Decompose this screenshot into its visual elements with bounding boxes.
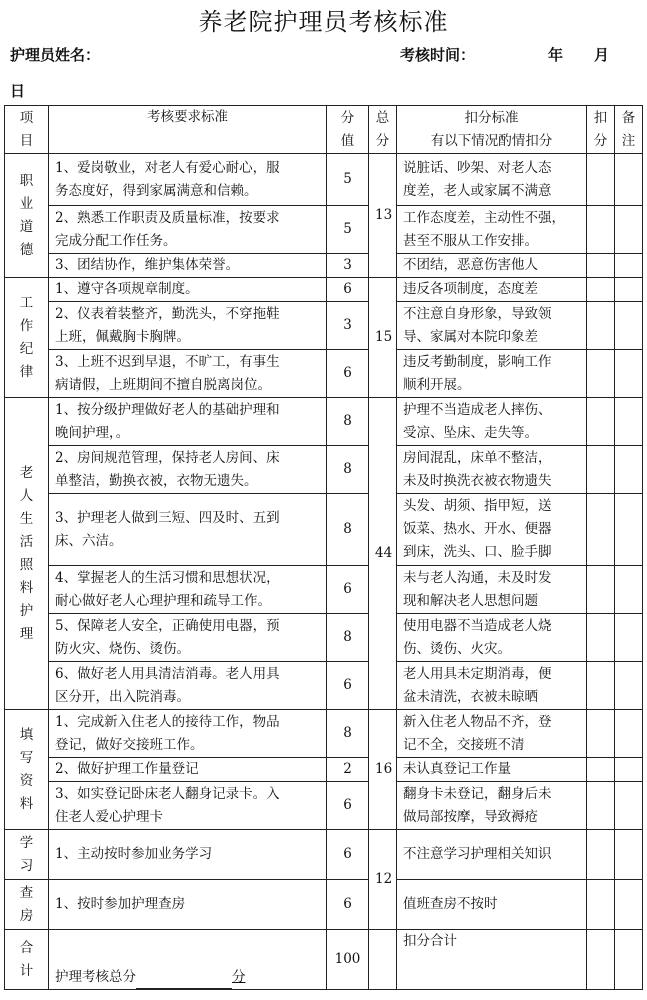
requirement-cell: 3、如实登记卧床老人翻身记录卡。入 住老人爱心护理卡	[49, 782, 327, 830]
table-row	[5, 278, 643, 302]
deduct-cell[interactable]	[587, 278, 615, 302]
requirement-cell: 3、护理老人做到三短、四及时、五到 床、六洁。	[49, 494, 327, 566]
deduction-cell: 不团结，恶意伤害他人	[397, 254, 587, 278]
remark-cell[interactable]	[615, 350, 643, 398]
score-cell: 6	[327, 566, 369, 614]
remark-cell[interactable]	[615, 880, 643, 930]
total-row	[5, 930, 643, 990]
deduct-cell[interactable]	[587, 154, 615, 206]
table-row	[5, 446, 643, 494]
total-name: 合 计	[5, 930, 49, 990]
deduction-cell: 违反考勤制度，影响工作 顺利开展。	[397, 350, 587, 398]
section-name: 职 业 道 德	[5, 154, 49, 278]
score-cell: 3	[327, 254, 369, 278]
deduct-cell[interactable]	[587, 350, 615, 398]
total-score-blank[interactable]	[136, 972, 232, 989]
remark-cell[interactable]	[615, 494, 643, 566]
total-score-unit: 分	[232, 969, 246, 985]
remark-cell[interactable]	[615, 278, 643, 302]
score-cell: 2	[327, 758, 369, 782]
remark-cell[interactable]	[615, 446, 643, 494]
deduct-cell[interactable]	[587, 614, 615, 662]
deduct-cell[interactable]	[587, 930, 615, 990]
section-name: 学 习	[5, 830, 49, 880]
requirement-cell: 2、熟悉工作职责及质量标准，按要求 完成分配工作任务。	[49, 206, 327, 254]
total-score-value: 100	[327, 930, 369, 990]
deduct-cell[interactable]	[587, 206, 615, 254]
deduction-cell: 说脏话、吵架、对老人态 度差，老人或家属不满意	[397, 154, 587, 206]
total-score-label	[49, 930, 327, 990]
remark-cell[interactable]	[615, 710, 643, 758]
table-row	[5, 614, 643, 662]
deduction-cell: 未与老人沟通，未及时发 现和解决老人思想问题	[397, 566, 587, 614]
section-total: 44	[369, 398, 397, 710]
remark-cell[interactable]	[615, 154, 643, 206]
page-title: 养老院护理员考核标准	[198, 8, 449, 36]
section-total: 15	[369, 278, 397, 398]
remark-cell[interactable]	[615, 662, 643, 710]
deduction-cell: 违反各项制度，态度差	[397, 278, 587, 302]
requirement-cell: 5、保障老人安全，正确使用电器，预 防火灾、烧伤、烫伤。	[49, 614, 327, 662]
col-remark: 备 注	[615, 106, 643, 154]
eval-time-label: 考核时间：	[400, 46, 476, 64]
score-cell: 5	[327, 206, 369, 254]
requirement-cell: 1、完成新入住老人的接待工作，物品 登记，做好交接班工作。	[49, 710, 327, 758]
requirement-cell: 1、主动按时参加业务学习	[49, 830, 327, 880]
deduct-cell[interactable]	[587, 880, 615, 930]
requirement-cell: 2、做好护理工作量登记	[49, 758, 327, 782]
table-row	[5, 662, 643, 710]
table-row	[5, 398, 643, 446]
table-row	[5, 206, 643, 254]
deduction-total-label: 扣分合计	[397, 930, 587, 990]
month-label: 月	[594, 46, 610, 64]
table-row	[5, 494, 643, 566]
score-cell: 5	[327, 154, 369, 206]
requirement-cell: 1、按时参加护理查房	[49, 880, 327, 930]
deduction-cell: 护理不当造成老人摔伤、 受凉、坠床、走失等。	[397, 398, 587, 446]
requirement-cell: 3、团结协作，维护集体荣誉。	[49, 254, 327, 278]
deduction-cell: 老人用具未定期消毒，便 盆未清洗，衣被未晾晒	[397, 662, 587, 710]
deduct-cell[interactable]	[587, 494, 615, 566]
score-cell: 6	[327, 880, 369, 930]
deduction-cell: 头发、胡须、指甲短，送 饭菜、热水、开水、便器 到床，洗头、口、脸手脚	[397, 494, 587, 566]
remark-cell[interactable]	[615, 254, 643, 278]
score-cell: 3	[327, 302, 369, 350]
remark-cell[interactable]	[615, 782, 643, 830]
section-name: 查 房	[5, 880, 49, 930]
section-name: 老 人 生 活 照 料 护 理	[5, 398, 49, 710]
deduction-cell: 不注意自身形象，导致领 导、家属对本院印象差	[397, 302, 587, 350]
table-row	[5, 302, 643, 350]
remark-cell[interactable]	[615, 302, 643, 350]
score-cell: 8	[327, 398, 369, 446]
remark-cell[interactable]	[615, 566, 643, 614]
score-cell: 6	[327, 830, 369, 880]
deduction-cell: 未认真登记工作量	[397, 758, 587, 782]
section-name: 工 作 纪 律	[5, 278, 49, 398]
score-cell: 6	[327, 662, 369, 710]
deduct-cell[interactable]	[587, 302, 615, 350]
section-total: 13	[369, 154, 397, 278]
total-empty	[369, 930, 397, 990]
score-cell: 6	[327, 278, 369, 302]
col-total: 总 分	[369, 106, 397, 154]
table-row	[5, 254, 643, 278]
deduction-cell: 房间混乱，床单不整洁， 未及时换洗衣被衣物遗失	[397, 446, 587, 494]
assessment-table	[4, 105, 643, 990]
section-total: 16	[369, 710, 397, 830]
deduct-cell[interactable]	[587, 782, 615, 830]
requirement-cell: 1、遵守各项规章制度。	[49, 278, 327, 302]
remark-cell[interactable]	[615, 830, 643, 880]
col-deduction: 扣分标准 有以下情况酌情扣分	[397, 106, 587, 154]
remark-cell[interactable]	[615, 758, 643, 782]
score-cell: 8	[327, 446, 369, 494]
deduct-cell[interactable]	[587, 566, 615, 614]
table-row	[5, 880, 643, 930]
requirement-cell: 2、仪表着装整齐，勤洗头，不穿拖鞋 上班，佩戴胸卡胸牌。	[49, 302, 327, 350]
remark-cell[interactable]	[615, 398, 643, 446]
score-cell: 8	[327, 710, 369, 758]
requirement-cell: 3、上班不迟到早退，不旷工，有事生 病请假，上班期间不擅自脱离岗位。	[49, 350, 327, 398]
requirement-cell: 1、按分级护理做好老人的基础护理和 晚间护理，。	[49, 398, 327, 446]
table-row	[5, 758, 643, 782]
year-label: 年	[548, 46, 564, 64]
requirement-cell: 2、房间规范管理，保持老人房间、床 单整洁，勤换衣被，衣物无遗失。	[49, 446, 327, 494]
deduct-cell[interactable]	[587, 830, 615, 880]
col-requirement: 考核要求标准	[49, 106, 327, 154]
header-row	[5, 106, 643, 154]
deduct-cell[interactable]	[587, 710, 615, 758]
deduction-cell: 翻身卡未登记，翻身后未 做局部按摩，导致褥疮	[397, 782, 587, 830]
deduction-cell: 使用电器不当造成老人烧 伤、烫伤、火灾。	[397, 614, 587, 662]
score-cell: 8	[327, 494, 369, 566]
section-total: 12	[369, 830, 397, 930]
day-label: 日	[10, 82, 26, 100]
remark-cell[interactable]	[615, 206, 643, 254]
table-row	[5, 710, 643, 758]
score-cell: 8	[327, 614, 369, 662]
deduction-cell: 值班查房不按时	[397, 880, 587, 930]
table-row	[5, 350, 643, 398]
table-row	[5, 154, 643, 206]
total-score-text: 护理考核总分	[55, 969, 136, 985]
nurse-name-label: 护理员姓名：	[10, 46, 101, 64]
table-row	[5, 782, 643, 830]
deduct-cell[interactable]	[587, 254, 615, 278]
requirement-cell: 4、掌握老人的生活习惯和思想状况， 耐心做好老人心理护理和疏导工作。	[49, 566, 327, 614]
col-deduct: 扣 分	[587, 106, 615, 154]
deduct-cell[interactable]	[587, 758, 615, 782]
remark-cell[interactable]	[615, 930, 643, 990]
table-row	[5, 830, 643, 880]
deduction-cell: 不注意学习护理相关知识	[397, 830, 587, 880]
col-score: 分 值	[327, 106, 369, 154]
deduction-cell: 新入住老人物品不齐，登 记不全，交接班不清	[397, 710, 587, 758]
requirement-cell: 6、做好老人用具清洁消毒。老人用具 区分开，出入院消毒。	[49, 662, 327, 710]
table-row	[5, 566, 643, 614]
remark-cell[interactable]	[615, 614, 643, 662]
deduct-cell[interactable]	[587, 662, 615, 710]
deduct-cell[interactable]	[587, 398, 615, 446]
deduct-cell[interactable]	[587, 446, 615, 494]
score-cell: 6	[327, 782, 369, 830]
score-cell: 6	[327, 350, 369, 398]
col-project: 项 目	[5, 106, 49, 154]
section-name: 填 写 资 料	[5, 710, 49, 830]
requirement-cell: 1、爱岗敬业，对老人有爱心耐心，服 务态度好，得到家属满意和信赖。	[49, 154, 327, 206]
deduction-cell: 工作态度差，主动性不强， 甚至不服从工作安排。	[397, 206, 587, 254]
